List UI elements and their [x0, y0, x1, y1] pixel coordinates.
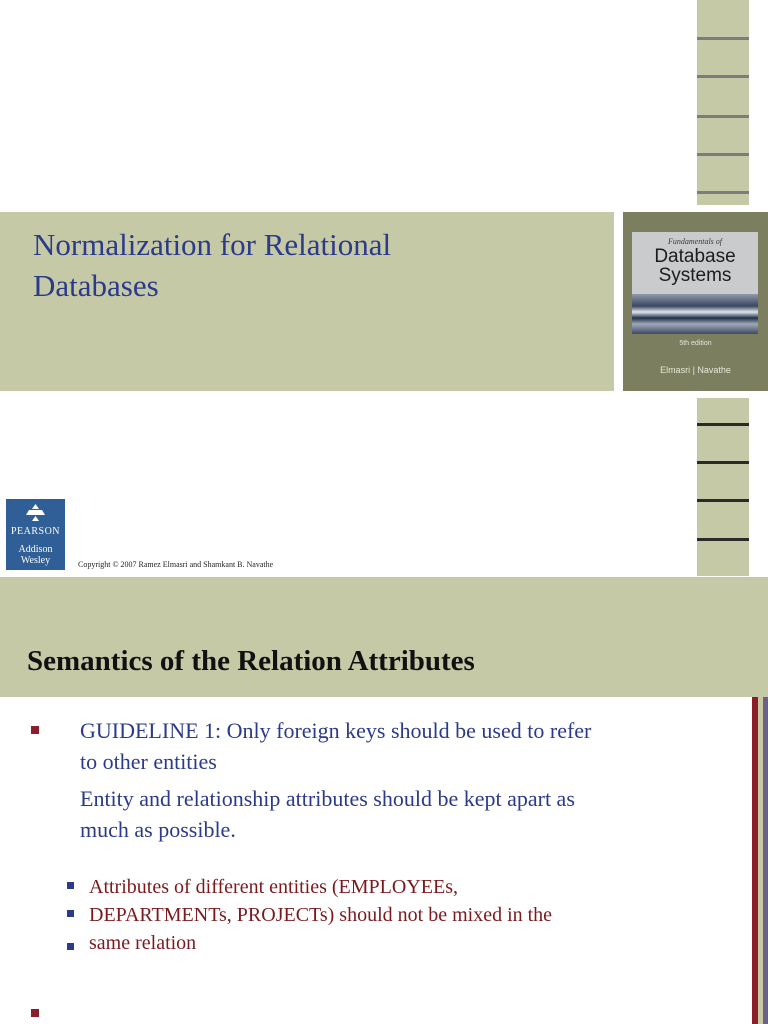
slide1-title-line1: Normalization for Relational	[33, 227, 392, 262]
guideline-bullet	[80, 715, 720, 777]
logo-imprint-line2: Wesley	[20, 555, 51, 566]
bullet-square-icon	[31, 1009, 39, 1017]
sub-bullet-icon	[67, 882, 74, 889]
pearson-logo-icon	[25, 504, 46, 522]
logo-brand: PEARSON	[10, 526, 61, 537]
copyright-notice: Copyright © 2007 Ramez Elmasri and Shamkant B. Navathe	[78, 560, 274, 569]
sub-bullet-list	[89, 873, 552, 957]
slide2-title-band	[0, 577, 768, 697]
guideline-paragraph	[80, 783, 720, 845]
sub-bullet-line2: DEPARTMENTs, PROJECTs) should not be mixed in the	[89, 904, 553, 926]
slide2-title: Semantics of the Relation Attributes	[27, 645, 475, 677]
slide2-side-bar-red	[752, 697, 758, 1024]
slide1-title	[33, 224, 593, 306]
sub-bullet-line1: Attributes of different entities (EMPLOYEEs,	[89, 876, 459, 898]
side-strip-bottom	[697, 398, 749, 576]
book-title	[632, 247, 758, 285]
sub-bullet-icon	[67, 943, 74, 950]
book-title-line1: Database	[654, 246, 736, 267]
sub-bullet-line3: same relation	[89, 932, 197, 954]
bullet-square-icon	[31, 726, 39, 734]
book-edition: 5th edition	[679, 340, 712, 347]
book-title-line2: Systems	[658, 265, 732, 286]
sub-bullet-icon	[67, 910, 74, 917]
side-strip-top	[697, 0, 749, 205]
guideline-line1: GUIDELINE 1: Only foreign keys should be used to refer	[80, 718, 592, 743]
paragraph-line1: Entity and relationship attributes should be kept apart as	[80, 786, 575, 811]
slide2-side-bar-accent	[763, 697, 768, 1024]
book-small-title: Fundamentals of	[668, 237, 722, 246]
guideline-line2: to other entities	[80, 749, 217, 774]
logo-imprint-line1: Addison	[18, 544, 53, 555]
paragraph-line2: much as possible.	[80, 817, 236, 842]
pearson-logo	[6, 499, 65, 570]
slide1-title-line2: Databases	[33, 268, 159, 303]
book-authors: Elmasri | Navathe	[660, 365, 731, 375]
book-cover-art	[632, 294, 758, 334]
logo-imprint	[6, 544, 65, 566]
book-cover	[632, 232, 758, 334]
